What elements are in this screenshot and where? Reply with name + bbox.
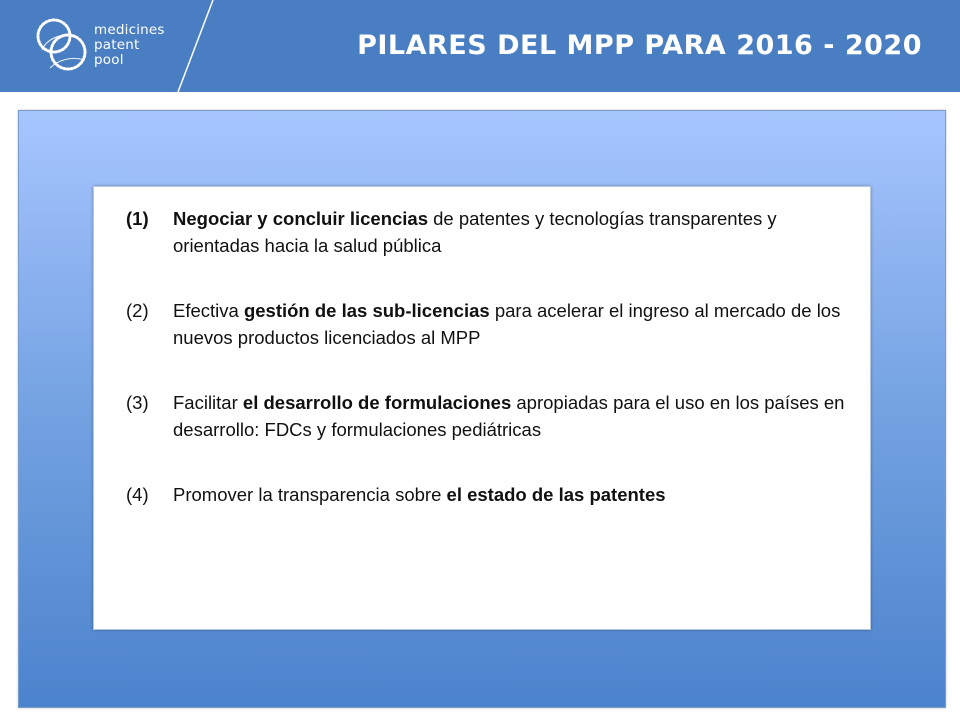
pillar-text: Promover la transparencia sobre	[173, 484, 447, 505]
pillars-list	[126, 205, 851, 546]
pillar-text: Facilitar	[173, 392, 243, 413]
pillar-highlight: Negociar y concluir licencias	[173, 208, 428, 229]
pillar-text: apropiadas para el uso en los países en desarrollo: FDCs y formulaciones pediátricas	[173, 392, 845, 440]
pillar-item-4	[126, 481, 851, 508]
pillar-highlight: gestión de las sub-licencias	[243, 300, 490, 321]
logo-line-1: medicines	[94, 22, 165, 38]
pillar-item-2	[126, 297, 851, 351]
pillar-text: para acelerar el ingreso al mercado de los nuevos productos licenciados al MPP	[173, 300, 841, 348]
pillar-item-1	[126, 205, 851, 259]
logo-line-3: pool	[94, 52, 124, 68]
logo-line-2: patent	[94, 37, 140, 53]
pillar-highlight: el estado de las patentes	[446, 484, 666, 505]
pillar-number: (3)	[126, 392, 149, 413]
mpp-logo-icon	[32, 10, 94, 86]
pillar-number: (4)	[126, 484, 149, 505]
pillar-highlight: el desarrollo de formulaciones	[242, 392, 512, 413]
mpp-logo	[32, 10, 192, 86]
header-bar	[0, 0, 960, 92]
pillar-number: (1)	[126, 208, 149, 229]
pillar-item-3	[126, 389, 851, 443]
mpp-logo-text	[94, 23, 165, 68]
pillar-number: (2)	[126, 300, 149, 321]
page-title: PILARES DEL MPP PARA 2016 - 2020	[357, 30, 922, 61]
pillars-box	[93, 186, 871, 630]
pillar-text: de patentes y tecnologías transparentes y orientadas hacia la salud pública	[173, 208, 777, 256]
pillar-text: Efectiva	[173, 300, 244, 321]
